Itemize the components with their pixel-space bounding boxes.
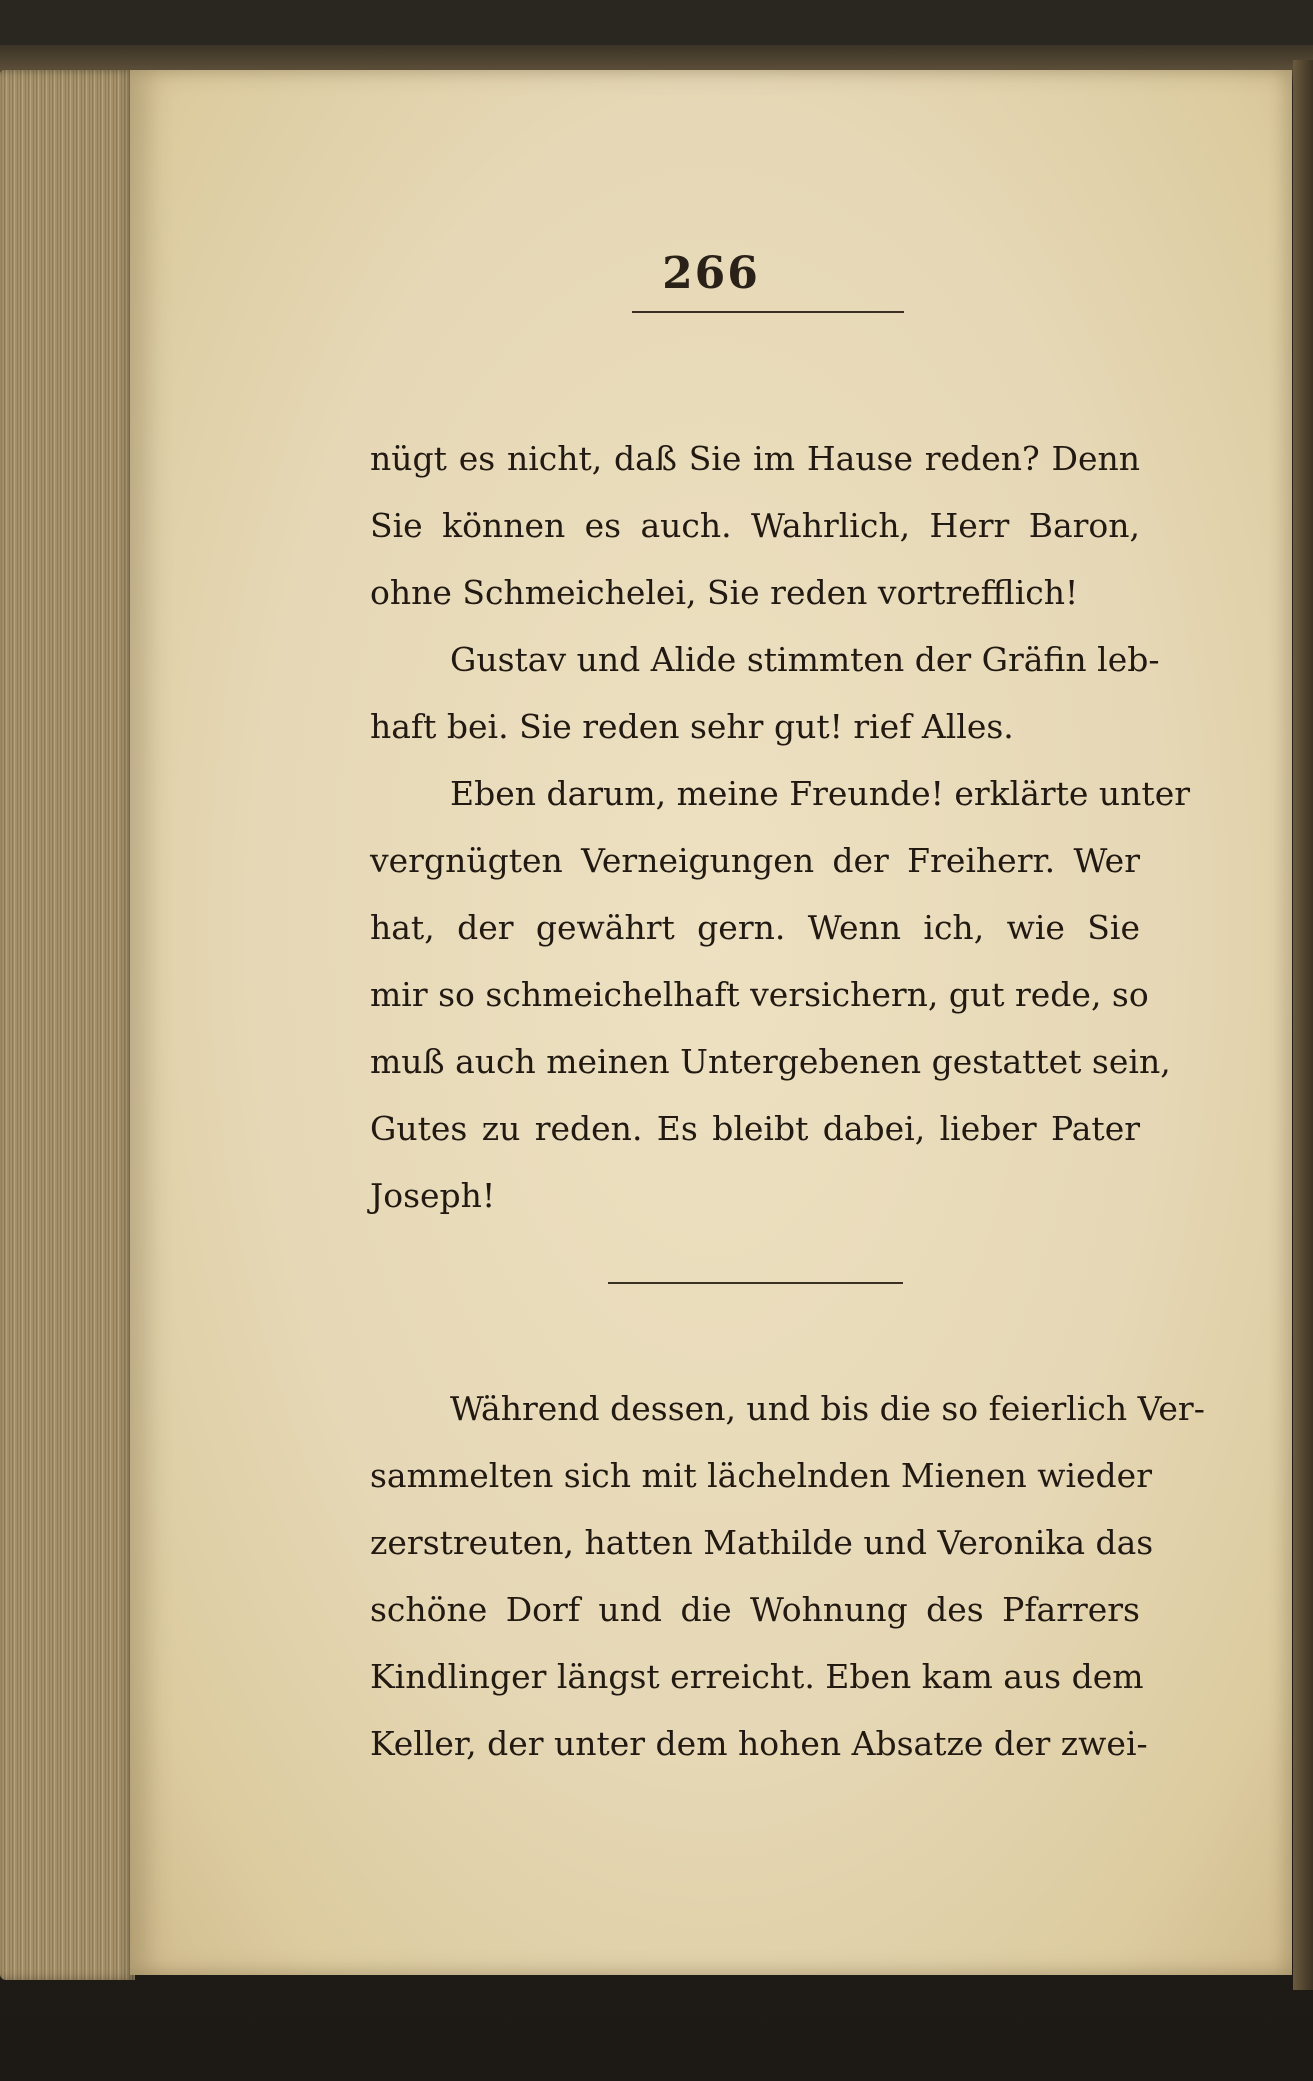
header-rule	[632, 311, 904, 313]
text-line: haft bei. Sie reden sehr gut! rief Alles.	[370, 707, 1014, 746]
text-line: ohne Schmeichelei, Sie reden vortrefflich!	[370, 573, 1079, 612]
text-line: nügt es nicht, daß Sie im Hause reden? Denn	[370, 439, 1140, 478]
text-line: muß auch meinen Untergebenen gestattet sein,	[370, 1042, 1171, 1081]
text-line: zerstreuten, hatten Mathilde und Veronika das	[370, 1523, 1154, 1562]
text-line: Kindlinger längst erreicht. Eben kam aus dem	[370, 1657, 1144, 1696]
text-line: Joseph!	[370, 1176, 496, 1215]
text-line: Sie können es auch. Wahrlich, Herr Baron,	[370, 506, 1140, 545]
text-line: sammelten sich mit lächelnden Mienen wieder	[370, 1456, 1152, 1495]
text-line: Gustav und Alide stimmten der Gräfin leb-	[450, 640, 1160, 679]
text-line: mir so schmeichelhaft versichern, gut rede, so	[370, 975, 1149, 1014]
text-line: vergnügten Verneigungen der Freiherr. Wer	[370, 841, 1140, 880]
text-line: Während dessen, und bis die so feierlich Ver-	[450, 1389, 1205, 1428]
text-line: Eben darum, meine Freunde! erklärte unter	[450, 774, 1191, 813]
text-block-bottom	[370, 1375, 1205, 1777]
section-divider	[608, 1282, 903, 1284]
page-edges	[0, 70, 135, 1980]
book-page	[130, 70, 1292, 1975]
text-line: schöne Dorf und die Wohnung des Pfarrers	[370, 1590, 1140, 1629]
text-line: hat, der gewährt gern. Wenn ich, wie Sie	[370, 908, 1140, 947]
text-block-top	[370, 425, 1191, 1229]
text-line: Gutes zu reden. Es bleibt dabei, lieber Pater	[370, 1109, 1140, 1148]
text-line: Keller, der unter dem hohen Absatze der zwei-	[370, 1724, 1148, 1763]
next-page-edge	[1293, 60, 1313, 1990]
page-number: 266	[662, 248, 760, 299]
